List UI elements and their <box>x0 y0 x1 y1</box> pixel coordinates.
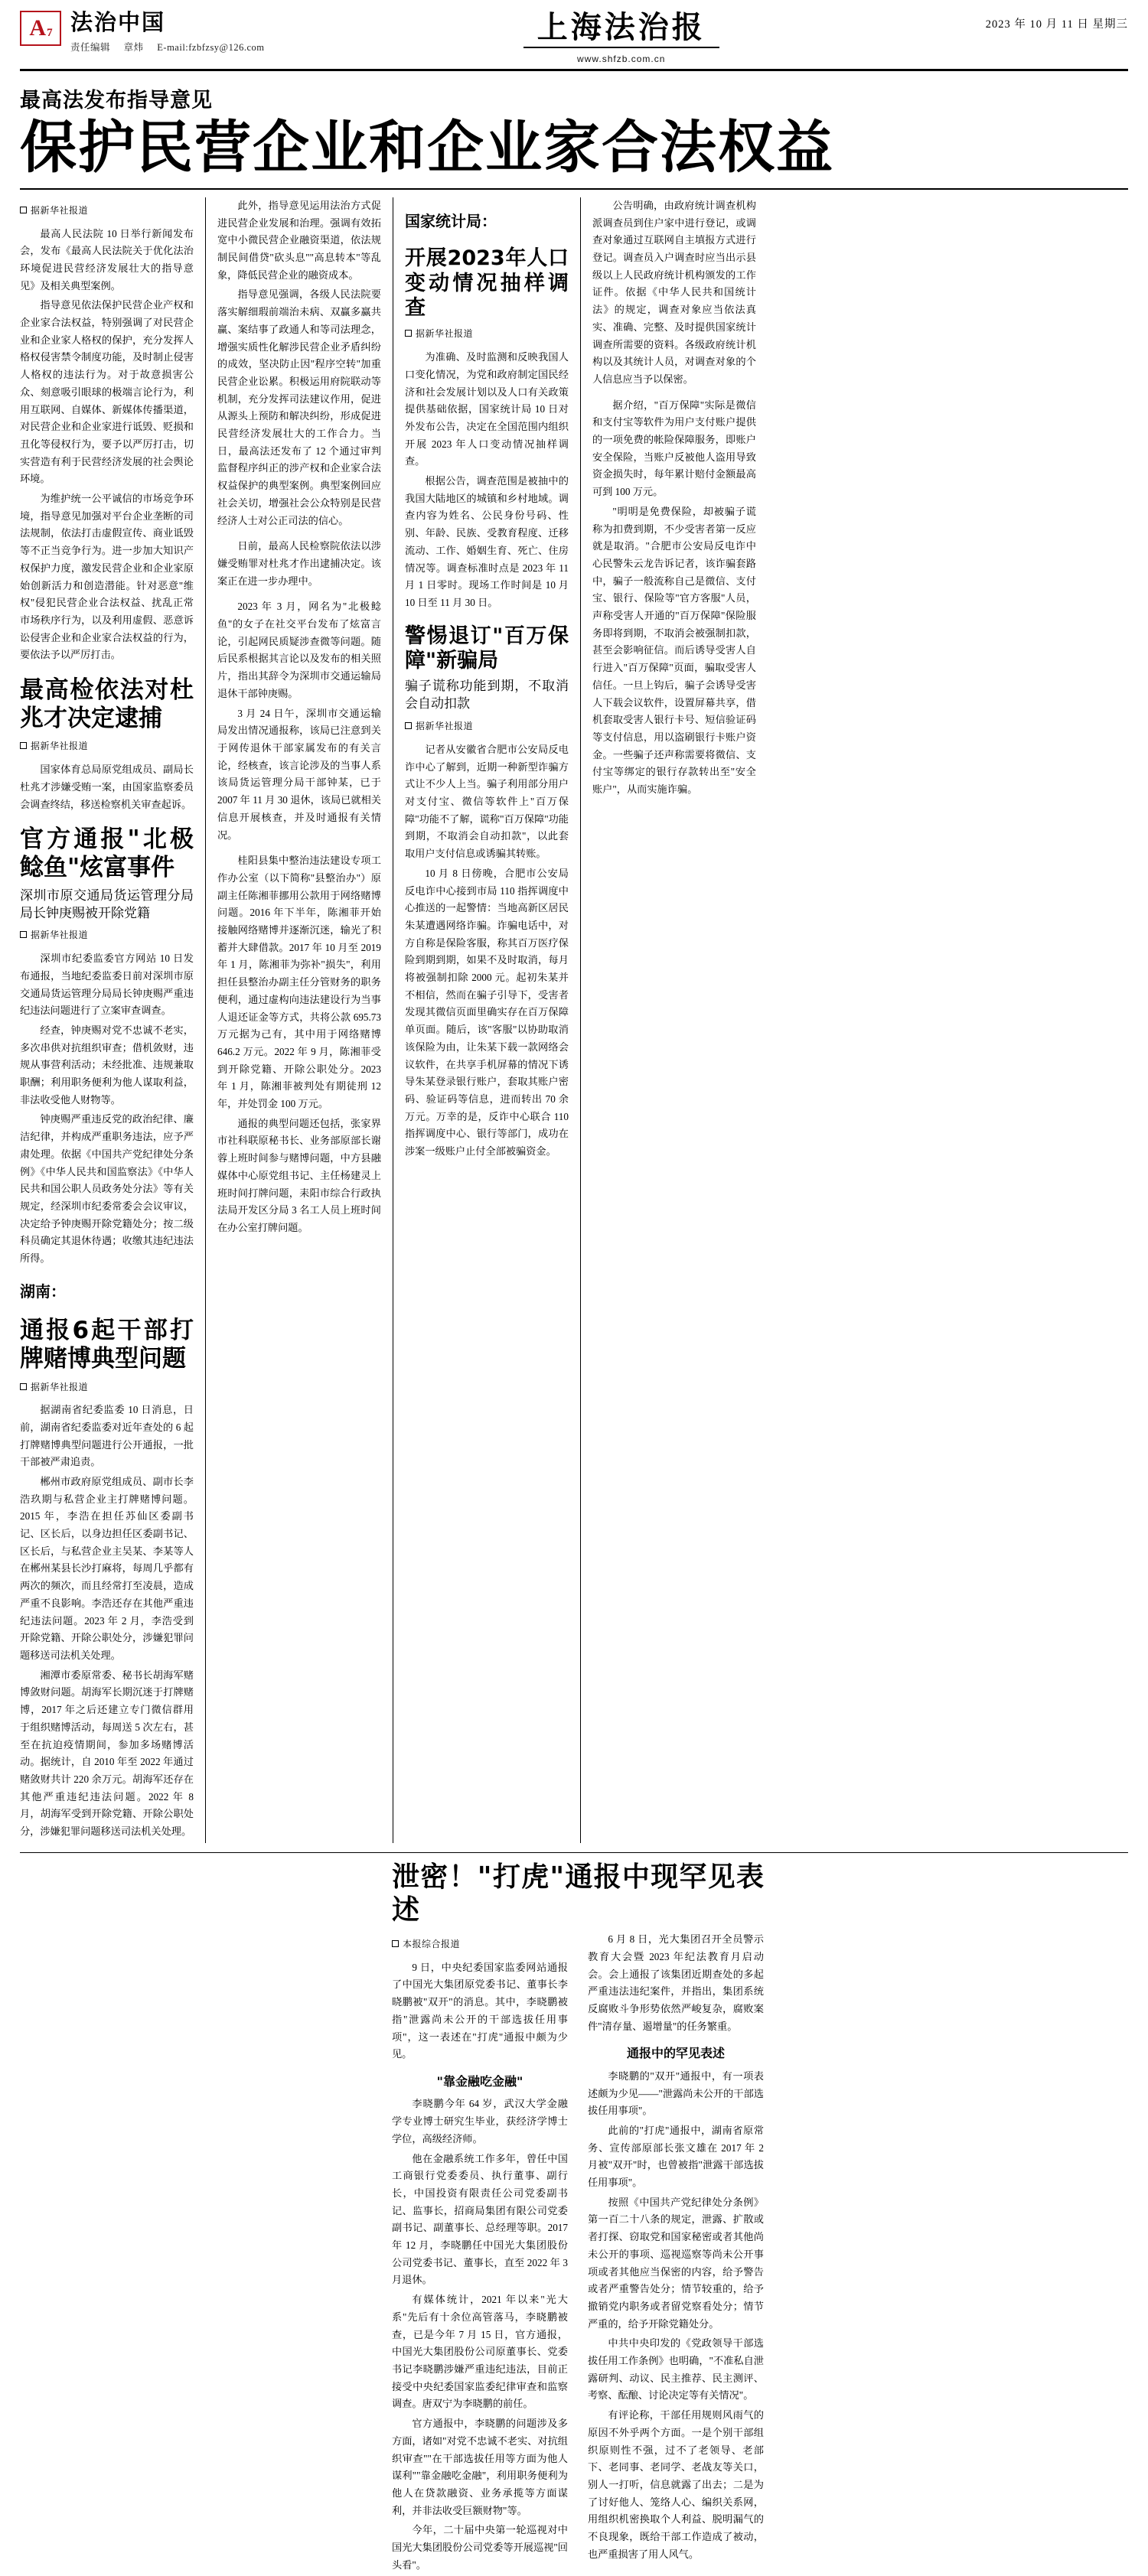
source-line <box>405 718 569 734</box>
bottom-title: 泄密！"打虎"通报中现罕见表述 <box>392 1861 764 1926</box>
bottom-rule <box>20 1852 1128 1853</box>
paragraph: 根据公告，调查范围是被抽中的我国大陆地区的城镇和乡村地域。调查内容为姓名、公民身份号码、性别、年龄、民族、受教育程度、迁移流动、工作、婚姻生育、死亡、住房情况等。调查标准时点是 2023 年 11 月 1 日零时。现场工作时间是 10 月 10 日至 11 月 30 日。 <box>405 475 569 608</box>
paragraph: 10 月 8 日傍晚，合肥市公安局反电诈中心接到市局 110 指挥调度中心推送的一起警情：当地高新区居民朱某遭遇网络诈骗。诈骗电话中，对方自称是保险客服，称其百万医疗保险到期到期，如果不及时取消，每月将被强制扣除 2000 元。起初朱某并不相信，然而在骗子引导下，受害者发现其微信页面里确实存在百万保障单页面。随后，该"客服"以协助取消该保险为由，让朱某下载一款网络会议软件，在共享手机屏幕的情况下诱导朱某登录银行账户，套取其账户密码、验证码等信息，进而转出 70 余万元。万幸的是，反诈中心联合 110 指挥调度中心、银行等部门，成功在涉案一级账户止付全部被骗资金。 <box>405 867 569 1158</box>
paragraph: 6 月 8 日，光大集团召开全员警示教育大会暨 2023 年纪法教育月启动会。会上通报了该集团近期查处的多起严重违法违纪案件，并指出，集团系统反腐败斗争形势依然严峻复杂，腐败案件"清存量、遏增量"的任务繁重。 <box>588 1933 764 2032</box>
paragraph: 为维护统一公平诚信的市场竞争环境，指导意见加强对平台企业垄断的司法规制，依法打击虚假宣传、商业诋毁等不正当竞争行为。进一步加大知识产权保护力度，激发民营企业和企业家原始创新活力和创造潜能。针对恶意"维权"侵犯民营企业合法权益、扰乱正常市场秩序行为，以及利用虚假、恶意诉讼侵害企业和企业家合法权益的行为，要依法予以严厉打击。 <box>20 493 194 661</box>
paragraph: 湘潭市委原常委、秘书长胡海军赌博敛财问题。胡海军长期沉迷于打牌赌博，2017 年之后还建立专门微信群用于组织赌博活动，每周送 5 次左右，甚至在抗迫疫情期间，参加多场赌博活动。据统计，自 2010 年至 2022 年通过赌敛财共计 220 余万元。胡海军还存在其他严重违纪违法问题。2022 年 8 月，胡海军受到开除党籍、开除公职处分，涉嫌犯罪问题移送司法机关处理。 <box>20 1669 194 1838</box>
column-1 <box>20 197 204 1843</box>
paragraph: 有评论称，干部任用规则风雨气的原因不外乎两个方面。一是个别干部组织原则性不强，过不了老领导、老部下、老同事、老同学、老战友等关口，别人一打听，信息就露了出去；二是为了讨好他人、笼络人心、编织关系网，用组织机密换取个人利益、脱明漏气的不良现象，既给干部工作造成了被动，也严重损害了用人风气。 <box>588 2409 764 2560</box>
column-4 <box>582 197 766 1843</box>
section-title: 法治中国 <box>70 9 166 35</box>
paragraph: 为准确、及时监测和反映我国人口变化情况，为党和政府制定国民经济和社会发展计划以及人口有关政策提供基础依据，国家统计局 10 日对外发布公告，决定在全国范围内组织开展 2023 年人口变动情况抽样调查。 <box>405 351 569 467</box>
paragraph: 钟庚赐严重违反党的政治纪律、廉洁纪律，并构成严重职务违法，应予严肃处理。依据《中国共产党纪律处分条例》《中华人民共和国监察法》《中华人民共和国公职人员政务处分法》等有关规定，经深圳市纪委常委会会议审议，决定给予钟庚赐开除党籍处分；按二级科员确定其退休待遇；收缴其违纪违法所得。 <box>20 1113 194 1265</box>
issue-date: 2023 年 10 月 11 日 星期三 <box>985 18 1128 31</box>
source-marker-icon <box>405 722 412 729</box>
paragraph: 国家体育总局原党组成员、副局长杜兆才涉嫌受贿一案，由国家监察委员会调查终结，移送检察机关审查起诉。 <box>20 764 194 810</box>
article-subtitle-6: 骗子谎称功能到期，不取消会自动扣款 <box>405 679 569 712</box>
bottom-subhead-1: "靠金融吃金融" <box>436 2073 523 2089</box>
paragraph: 2023 年 3 月，网名为"北极鲶鱼"的女子在社交平台发布了炫富言论，引起网民质疑涉查微等问题。随后民系根据其言论以及发布的相关照片，指出其辞令为深圳市交通运输局退休干部钟庚赐。 <box>217 601 381 699</box>
lead-headline: 保护民营企业和企业家合法权益 <box>20 115 834 181</box>
editor-email: E-mail:fzbfzsy@126.com <box>157 42 265 54</box>
lead-kicker: 最高法发布指导意见 <box>20 89 213 112</box>
bottom-columns <box>392 1931 764 2576</box>
paragraph: 深圳市纪委监委官方网站 10 日发布通报，当地纪委监委日前对深圳市原交通局货运管理分局局长钟庚赐严重违纪违法问题进行了立案审查调查。 <box>20 953 194 1017</box>
bottom-area <box>20 1861 1128 2576</box>
article-title-4: 通报6起干部打牌赌博典型问题 <box>20 1317 194 1373</box>
source-line <box>405 326 569 342</box>
paragraph: 经查，钟庚赐对党不忠诚不老实，多次串供对抗组织审查；借机敛财，违规从事营利活动；未经批准、违规兼取职酬；利用职务便利为他人谋取利益，非法收受他人财物等。 <box>20 1024 194 1106</box>
section-meta <box>70 40 275 54</box>
source-text: 据新华社报道 <box>31 204 89 216</box>
source-line <box>20 927 194 943</box>
paragraph: 日前，最高人民检察院依法以涉嫌受贿罪对杜兆才作出逮捕决定。该案正在进一步办理中。 <box>217 540 381 587</box>
paragraph: 指导意见依法保护民营企业产权和企业家合法权益，特别强调了对民营企业和企业家人格权的保护，充分发挥人格权侵害禁令制度功能，及时制止侵害人格权的违法行为。对于故意损害公众、刻意吸引眼球的极端言论行为，利用互联网、自媒体、新媒体传播渠道，对民营企业和企业家进行诋毁、贬损和丑化等侵权行为，要予以严厉打击，切实营造有利于民营经济发展的社会舆论环境。 <box>20 299 194 485</box>
paragraph: 他在金融系统工作多年，曾任中国工商银行党委委员、执行董事、副行长，中国投资有限责任公司党委副书记、监事长，招商局集团有限公司党委副书记、副董事长、总经理等职。2017 年 12 月，李晓鹏任中国光大集团股份公司党委书记、董事长，直至 2022 年 3 月退休。 <box>392 2152 568 2286</box>
editor-name: 章炜 <box>123 42 144 54</box>
paragraph: 郴州市政府原党组成员、副市长李浩玖期与私营企业主打牌赌博问题。2015 年，李浩在担任苏仙区委副书记、区长后，以身边担任区委副书记、区长后，与私营企业主吴某、李某等人在郴州某县长沙打麻将，每周几乎都有两次的频次，而且经常打至凌晨，造成严重不良影响。李浩还存在其他严重违纪违法问题。2023 年 2 月，李浩受到开除党籍、开除公职处分，涉嫌犯罪问题移送司法机关处理。 <box>20 1475 194 1661</box>
bottom-column-left <box>392 1931 578 2576</box>
masthead-center <box>275 11 967 64</box>
source-line <box>20 203 194 219</box>
paper-url: www.shfzb.com.cn <box>577 54 666 64</box>
paragraph: "明明是免费保险，却被骗子谎称为扣费到期，不少受害者第一反应就是取消。"合肥市公安局反电诈中心民警朱云龙告诉记者，该诈骗套路中，骗子一般流称自己是微信、支付宝、银行、保险等"官方客服"人员，声称受害人开通的"百万保障"保险服务即将到期，不取消会被强制扣款，甚至会影响征信。而后诱导受害人自行进入"百万保障"页面，骗取受害人信任。一旦上钩后，骗子会诱导受害人下载会议软件，设置屏幕共享，借机套取受害人银行卡号、短信验证码等支付信息，用以盗刷银行卡账户资金。一些骗子还声称需要将微信、支付宝等绑定的银行存款转出至"安全账户"，从而实施诈骗。 <box>592 505 756 796</box>
bottom-spacer-left <box>20 1861 392 2576</box>
page-badge <box>20 11 61 46</box>
paragraph: 官方通报中，李晓鹏的问题涉及多方面，诸如"对党不忠诚不老实、对抗组织审查""在干部选拔任用等方面为他人谋利""靠金融吃金融"，利用职务便利为他人在贷款融资、业务承揽等方面谋利，并非法收受巨额财物"等。 <box>392 2418 568 2516</box>
source-marker-icon <box>405 330 412 337</box>
paper-name: 上海法治报 <box>523 11 719 48</box>
paragraph: 今年，二十届中央第一轮巡视对中国光大集团股份公司党委等开展巡视"回头看"。 <box>392 2524 568 2571</box>
article-title-2: 最高检依法对杜兆才决定逮捕 <box>20 676 194 733</box>
article-overline-5: 国家统计局： <box>405 211 497 230</box>
paragraph: 李晓鹏的"双开"通报中，有一项表述颇为少见——"泄露尚未公开的干部选拔任用事项"。 <box>588 2070 764 2117</box>
masthead-left <box>20 11 275 54</box>
bottom-column-right <box>578 1931 764 2576</box>
paragraph: 李晓鹏今年 64 岁，武汉大学金融学专业博士研究生毕业，获经济学博士学位，高级经济师。 <box>392 2098 568 2144</box>
source-text: 据新华社报道 <box>31 1381 89 1392</box>
source-text: 据新华社报道 <box>416 721 474 732</box>
paragraph: 公告明确，由政府统计调查机构派调查员到住户家中进行登记，或调查对象通过互联网自主填报方式进行登记。调查员入户调查时应当出示县级以上人民政府统计机构颁发的工作证件。依据《中华人民共和国统计法》的规定，调查对象应当依法真实、准确、完整、及时提供国家统计调查所需要的资料。各级政府统计机构以及其统计人员，对调查对象的个人信息应当予以保密。 <box>592 199 756 385</box>
paragraph: 此外，指导意见运用法治方式促进民营企业发展和治理。强调有效拓宽中小微民营企业融资渠道，依法规制民间借贷"砍头息""高息转本"等乱象，降低民营企业的融资成本。 <box>217 199 381 281</box>
paragraph: 有媒体统计，2021 年以来"光大系"先后有十余位高管落马，李晓鹏被查，已是今年 7 月 15 日，官方通报，中国光大集团股份公司原董事长、党委书记李晓鹏涉嫌严重违纪违法，目前正接受中央纪委国家监委纪律审查和监察调查。唐双宁为李晓鹏的前任。 <box>392 2294 568 2410</box>
article-title-3: 官方通报"北极鲶鱼"炫富事件 <box>20 826 194 882</box>
paragraph: 此前的"打虎"通报中，湖南省原常务、宣传部原部长张文雄在 2017 年 2 月被"双开"时，也曾被指"泄露干部选拔任用事项"。 <box>588 2124 764 2189</box>
masthead <box>20 11 1128 71</box>
source-line <box>20 1379 194 1395</box>
badge-letter: A <box>29 15 47 41</box>
paragraph: 中共中央印发的《党政领导干部选拔任用工作条例》也明确，"不准私自泄露研判、动议、民主推荐、民主测评、考察、酝酿、讨论决定等有关情况"。 <box>588 2337 764 2402</box>
column-divider <box>580 197 581 1843</box>
source-marker-icon <box>20 931 27 938</box>
paragraph: 按照《中国共产党纪律处分条例》第一百二十八条的规定，泄露、扩散或者打探、窃取党和国家秘密或者其他尚未公开的事项、巡视巡察等尚未公开事项或者其他应当保密的内容，给予警告或者严重警告处分；情节较重的，给予撤销党内职务或者留党察看处分；情节严重的，给予开除党籍处分。 <box>588 2196 764 2330</box>
paragraph: 9 日，中央纪委国家监委网站通报了中国光大集团原党委书记、董事长李晓鹏被"双开"的消息。其中，李晓鹏被指"泄露尚未公开的干部选拔任用事项"，这一表述在"打虎"通报中颇为少见。 <box>392 1961 568 2060</box>
editor-label: 责任编辑 <box>70 42 111 54</box>
paragraph: 桂阳县集中整治违法建设专项工作办公室（以下简称"县整治办"）原副主任陈湘菲挪用公款用于网络赌博问题。2016 年下半年，陈湘菲开始接触网络赌博并逐渐沉迷，输光了积蓄并大肆借款。2017 年 10 月至 2019 年 1 月，陈湘菲为弥补"损失"，利用担任县整治办副主任分管财务的职务便利，通过虚构向违法建设行为当事人退还证金等方式，共将公款 695.73 万元据为己有，其中用于网络赌博 646.2 万元。2022 年 9 月，陈湘菲受到开除党籍、开除公职处分。2023 年 1 月，陈湘菲被判处有期徒刑 12 年，并处罚金 100 万元。 <box>217 855 381 1110</box>
column-area <box>20 197 1128 1843</box>
paragraph: 指导意见强调，各级人民法院要落实解细瑕前端治未病、双赢多赢共赢、案结事了政通人和等司法理念，增强实质性化解涉民营企业矛盾纠纷的成效，坚决防止因"程序空转"加重民营企业讼累。积极运用府院联动等机制，充分发挥司法建议作用，促进从源头上预防和解决纠纷，形成促进民营经济发展壮大的工作合力。当日，最高法还发布了 12 个通过审判监督程序纠正的涉产权和企业家合法权益保护的典型案例。典型案例回应社会关切，增强社会公众特别是民营经济人士对公正司法的信心。 <box>217 288 381 526</box>
column-divider <box>205 197 206 1843</box>
headline-rule <box>20 188 1128 190</box>
bottom-subhead-2: 通报中的罕见表述 <box>626 2046 725 2061</box>
paragraph: 据介绍，"百万保障"实际是微信和支付宝等软件为用户支付账户提供的一项免费的帐险保障服务，即账户安全保险，当账户反被他人盗用导致资金损失时，每年累计赔付金额最高可到 100 万元。 <box>592 399 756 498</box>
section-block <box>70 11 275 54</box>
paragraph: 据湖南省纪委监委 10 日消息，日前，湖南省纪委监委对近年查处的 6 起打牌赌博典型问题进行公开通报，一批干部被严肃追责。 <box>20 1404 194 1468</box>
source-marker-icon <box>20 742 27 749</box>
column-2 <box>207 197 391 1843</box>
source-line <box>392 1936 568 1952</box>
source-text: 据新华社报道 <box>416 328 474 340</box>
paragraph: 3 月 24 日午，深圳市交通运输局发出情况通报称，该局已注意到关于网传退休干部家属发布的有关言论，经核查，该言论涉及的当事人系该局货运管理分局干部钟某，已于 2007 年 11 月 30 退休，该局已就相关信息开展核查，并及时通报有关情况。 <box>217 707 381 841</box>
article-overline-4: 湖南： <box>20 1281 66 1301</box>
source-text: 据新华社报道 <box>31 741 89 752</box>
source-text: 据新华社报道 <box>31 930 89 941</box>
article-subtitle-3: 深圳市原交通局货运管理分局局长钟庚赐被开除党籍 <box>20 887 194 921</box>
paragraph: 通报的典型问题还包括，张家界市社科联原秘书长、业务部原部长谢蓉上班时间参与赌博问题，中方县融媒体中心原党组书记、主任杨建灵上班时间打牌问题，耒阳市综合行政执法局开发区分局 3 名工人员上班时间在办公室打牌问题。 <box>217 1117 381 1233</box>
column-3 <box>395 197 579 1843</box>
source-marker-icon <box>20 207 27 213</box>
paragraph: 记者从安徽省合肥市公安局反电诈中心了解到，近期一种新型诈骗方式让不少人上当。骗子利用部分用户对支付宝、微信等软件上"百万保障"功能不了解，谎称"百万保障"功能到期，不取消会自动扣款"，以此套取用户支付信息或诱骗其转账。 <box>405 743 569 860</box>
source-line <box>20 738 194 754</box>
paragraph: 最高人民法院 10 日举行新闻发布会，发布《最高人民法院关于优化法治环境促进民营经济发展壮大的指导意见》及相关典型案例。 <box>20 227 194 291</box>
article-title-5: 开展2023年人口变动情况抽样调查 <box>405 246 569 321</box>
source-marker-icon <box>20 1383 27 1390</box>
bottom-feature <box>392 1861 764 2576</box>
source-marker-icon <box>392 1940 399 1947</box>
source-text: 本报综合报道 <box>403 1939 461 1950</box>
badge-number: 7 <box>47 26 53 39</box>
article-title-6: 警惕退订"百万保障"新骗局 <box>405 624 569 673</box>
